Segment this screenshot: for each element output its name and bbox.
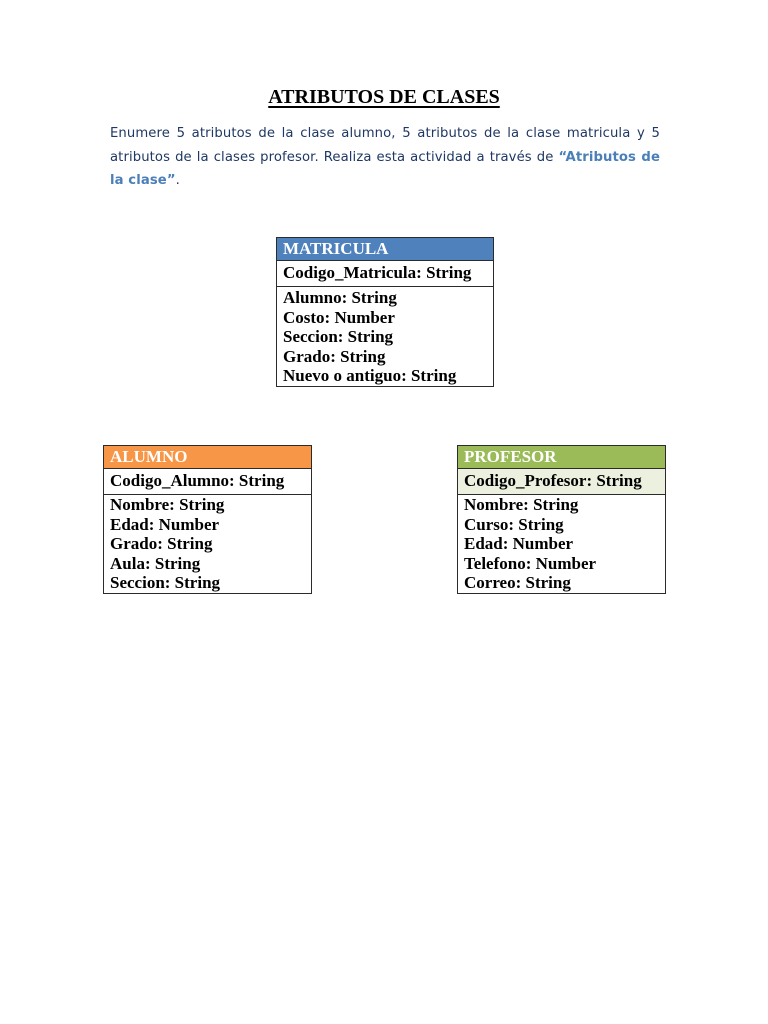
class-box-matricula [276,237,494,387]
attribute-item: Nombre: String [464,495,579,514]
attribute-item: Grado: String [110,534,213,554]
attribute-item: Correo: String [464,573,571,593]
class-name-alumno: ALUMNO [104,446,311,469]
class-key-profesor: Codigo_Profesor: String [458,469,665,495]
attribute-item: Curso: String [464,514,564,534]
class-name-profesor: PROFESOR [458,446,665,469]
page-title [0,86,768,109]
class-key-alumno: Codigo_Alumno: String [104,469,311,495]
attribute-item: Nuevo o antiguo: String [283,366,457,386]
class-name-matricula: MATRICULA [277,238,493,261]
attribute-item: Grado: String [283,346,386,366]
attribute-item: Nombre: String [110,495,225,514]
intro-text: Enumere 5 atributos de la clase alumno, 5 atributos de la clase matricula y 5 atributos de la clases profesor. Realiza esta actividad a través de [110,126,660,165]
page-title-text: ATRIBUTOS DE CLASES [268,86,500,108]
intro-paragraph [110,122,660,193]
class-attributes-alumno [104,495,311,593]
attribute-item: Seccion: String [283,327,394,347]
attribute-item: Telefono: Number [464,553,597,573]
class-box-alumno [103,445,312,594]
intro-end: . [175,173,180,188]
class-attributes-matricula [277,287,493,386]
class-key-matricula: Codigo_Matricula: String [277,261,493,287]
attribute-item: Edad: Number [110,514,220,534]
class-box-profesor [457,445,666,594]
class-attributes-profesor [458,495,665,593]
attribute-item: Costo: Number [283,307,395,327]
attribute-item: Edad: Number [464,534,574,554]
intro-highlight: “Atributos de la clase” [110,149,660,188]
attribute-item: Alumno: String [283,288,397,307]
attribute-item: Aula: String [110,553,201,573]
attribute-item: Seccion: String [110,573,221,593]
